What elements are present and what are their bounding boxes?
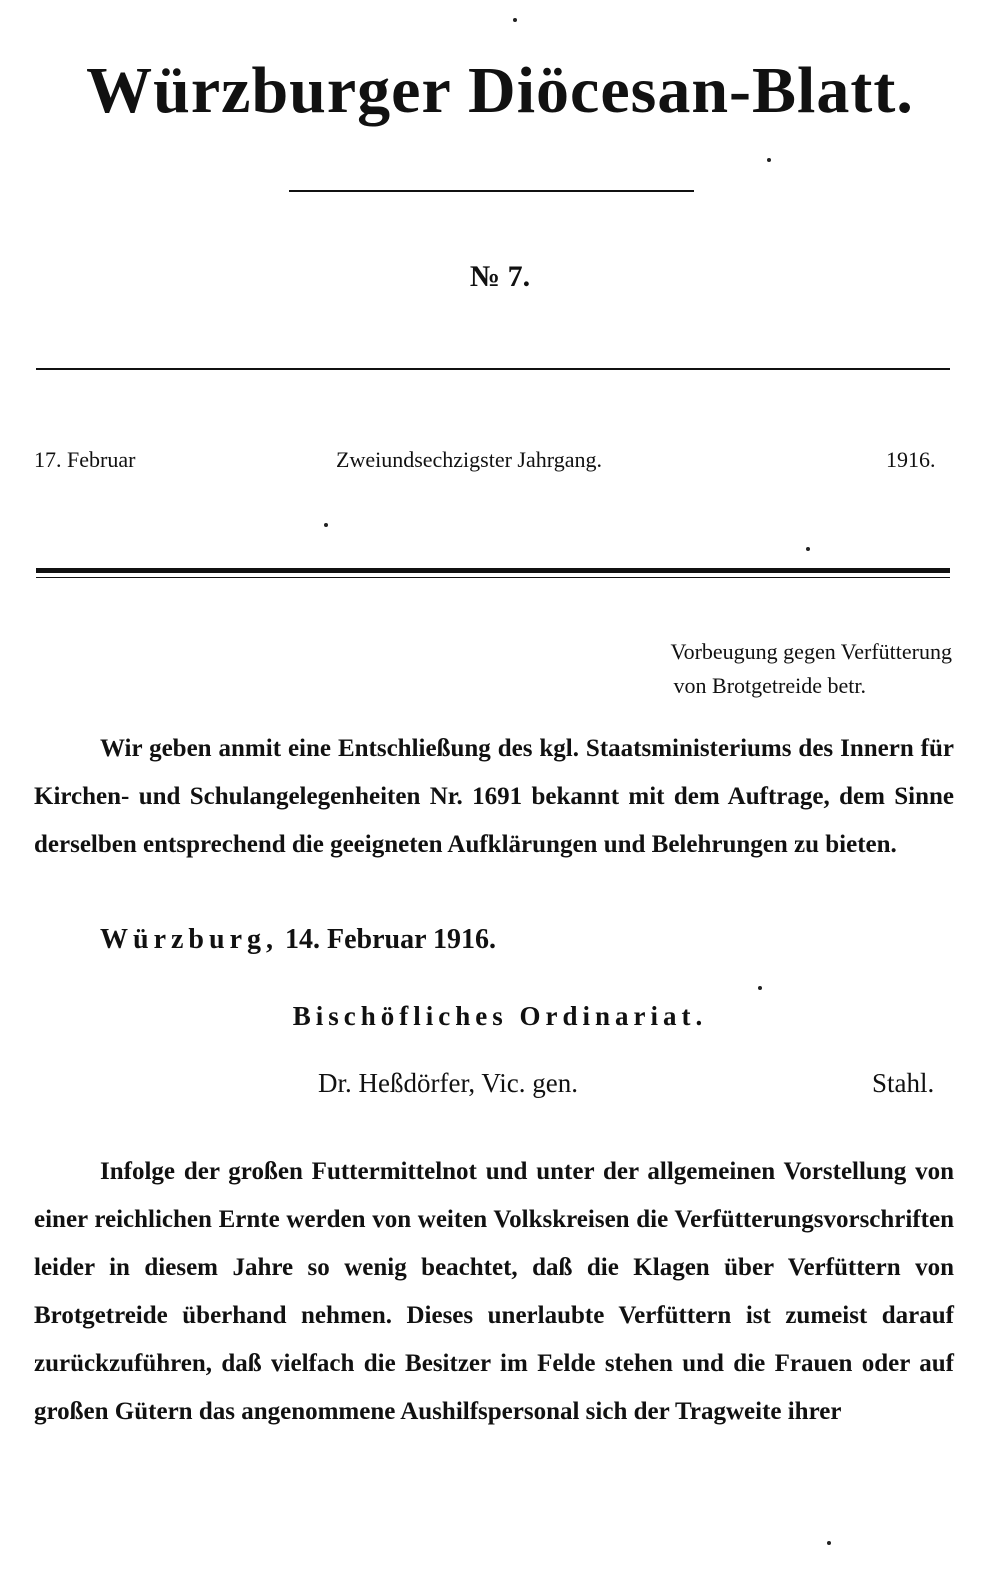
signing-date: 14. Februar 1916. (285, 924, 497, 955)
issue-date: 17. Februar (34, 447, 136, 472)
print-speck (827, 1541, 831, 1545)
volume-label: Zweiundsechzigster Jahrgang. (336, 447, 602, 472)
print-speck (758, 986, 762, 990)
subject-line-2: von Brotgetreide betr. (673, 673, 866, 698)
subject-line-1: Vorbeugung gegen Verfütterung (670, 639, 952, 664)
print-speck (324, 523, 328, 527)
publication-title: Würzburger Diöcesan-Blatt. (86, 54, 914, 127)
intro-paragraph: Wir geben anmit eine Entschließung des kgl. Staatsministeriums des Innern für Kirchen- und Schulangelegenheiten Nr. 1691 bekannt mit dem Auftrage, dem Sinne derselben entsprechend die geeigneten Aufklärungen und Belehrungen zu bieten. (34, 735, 954, 858)
title-rule (289, 190, 694, 192)
header-thin-rule (36, 577, 950, 578)
header-top-rule (36, 368, 950, 370)
body-paragraph: Infolge der großen Futtermittelnot und unter der allgemeinen Vorstellung von einer reichlichen Ernte werden von weiten Volkskreisen die Verfütterungsvorschriften leider in diesem Jahre so wenig beachtet, daß die Klagen über Verfüttern von Brotgetreide überhand nehmen. Dieses unerlaubte Verfüttern ist zumeist darauf zurückzuführen, daß vielfach die Besitzer im Felde stehen und die Frauen oder auf großen Gütern das angenommene Aushilfspersonal sich der Tragweite ihrer (34, 1158, 954, 1425)
secretary-name: Stahl. (872, 1068, 935, 1098)
office-name: Bischöfliches Ordinariat. (292, 1001, 708, 1031)
place-name: Würzburg, (100, 924, 278, 955)
signatory-name: Dr. Heßdörfer, Vic. gen. (318, 1068, 578, 1098)
issue-year: 1916. (886, 447, 936, 472)
place-date-line (100, 926, 496, 954)
header-thick-rule (36, 568, 950, 573)
issue-number: № 7. (469, 260, 531, 293)
print-speck (806, 547, 810, 551)
print-speck (767, 158, 771, 162)
print-speck (513, 18, 517, 22)
